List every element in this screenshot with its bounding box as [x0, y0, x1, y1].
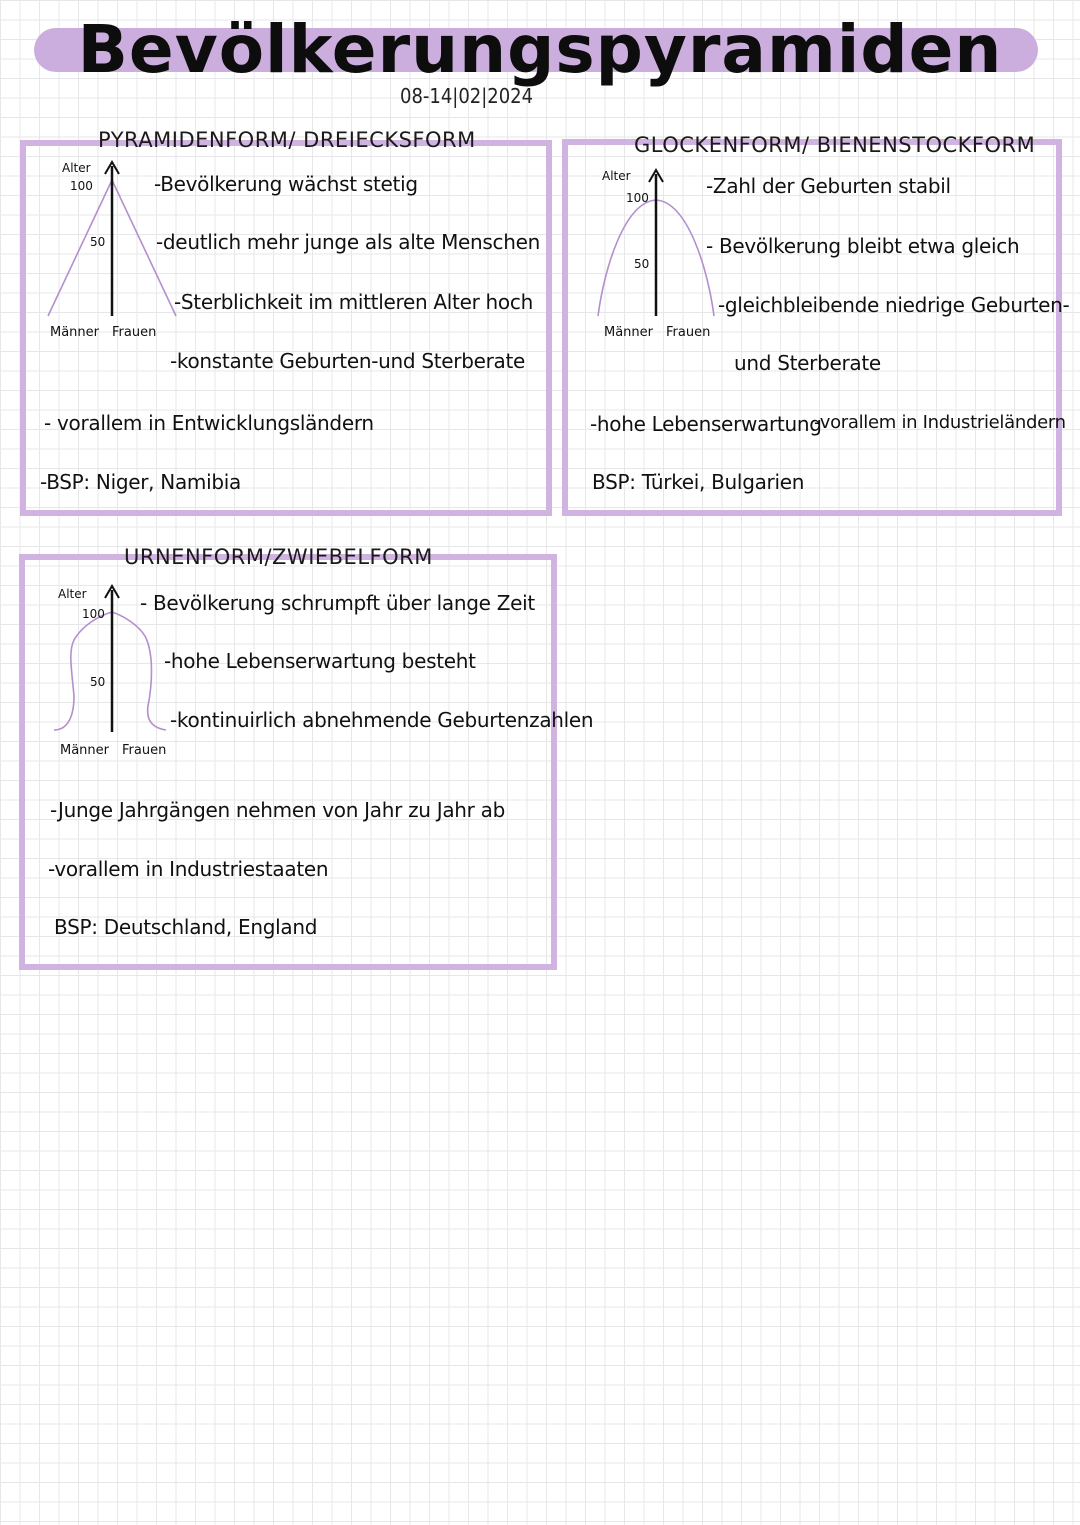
pyramid-region: - vorallem in Entwicklungsländern: [44, 411, 374, 435]
urn-young: -Junge Jahrgängen nehmen von Jahr zu Jahr ab: [50, 798, 505, 822]
bell-point-4: und Sterberate: [734, 351, 881, 375]
urn-y-label: Alter: [58, 587, 87, 601]
bell-point-3: -gleichbleibende niedrige Geburten-: [718, 293, 1070, 317]
bell-life: -hohe Lebenserwartung: [590, 412, 822, 436]
pyramid-point-1: -Bevölkerung wächst stetig: [154, 172, 418, 196]
pyramid-point-2: -deutlich mehr junge als alte Menschen: [156, 230, 541, 254]
bell-y-label: Alter: [602, 169, 631, 183]
urn-tick-100: 100: [82, 607, 105, 621]
bell-example: BSP: Türkei, Bulgarien: [592, 470, 805, 494]
bell-left-label: Männer: [604, 325, 654, 340]
bell-tick-50: 50: [634, 257, 650, 271]
pyramid-tick-100: 100: [70, 179, 93, 193]
bell-region: -vorallem in Industrieländern: [814, 412, 1066, 433]
bell-point-1: -Zahl der Geburten stabil: [706, 174, 951, 198]
urn-right-label: Frauen: [122, 743, 167, 758]
urn-point-1: - Bevölkerung schrumpft über lange Zeit: [140, 591, 535, 615]
pyramid-right-label: Frauen: [112, 325, 157, 340]
pyramid-point-4: -konstante Geburten-und Sterberate: [170, 349, 526, 373]
bell-heading: GLOCKENFORM/ BIENENSTOCKFORM: [634, 133, 1036, 157]
urn-example: BSP: Deutschland, England: [54, 915, 318, 939]
pyramid-heading: PYRAMIDENFORM/ DREIECKSFORM: [98, 128, 476, 152]
pyramid-tick-50: 50: [90, 235, 106, 249]
pyramid-y-label: Alter: [62, 161, 91, 175]
pyramid-point-3: -Sterblichkeit im mittleren Alter hoch: [174, 290, 533, 314]
bell-point-2: - Bevölkerung bleibt etwa gleich: [706, 234, 1020, 258]
page-title: Bevölkerungspyramiden: [77, 11, 1003, 88]
urn-point-2: -hohe Lebenserwartung besteht: [164, 649, 476, 673]
urn-point-3: -kontinuirlich abnehmende Geburtenzahlen: [170, 708, 594, 732]
bell-tick-100: 100: [626, 191, 649, 205]
pyramid-example: -BSP: Niger, Namibia: [40, 470, 241, 494]
urn-left-label: Männer: [60, 743, 110, 758]
urn-heading: URNENFORM/ZWIEBELFORM: [124, 545, 433, 569]
date-label: 08-14|02|2024: [400, 84, 534, 108]
urn-region: -vorallem in Industriestaaten: [48, 857, 329, 881]
bell-right-label: Frauen: [666, 325, 711, 340]
urn-tick-50: 50: [90, 675, 106, 689]
pyramid-left-label: Männer: [50, 325, 100, 340]
urn-shape: [54, 612, 166, 730]
